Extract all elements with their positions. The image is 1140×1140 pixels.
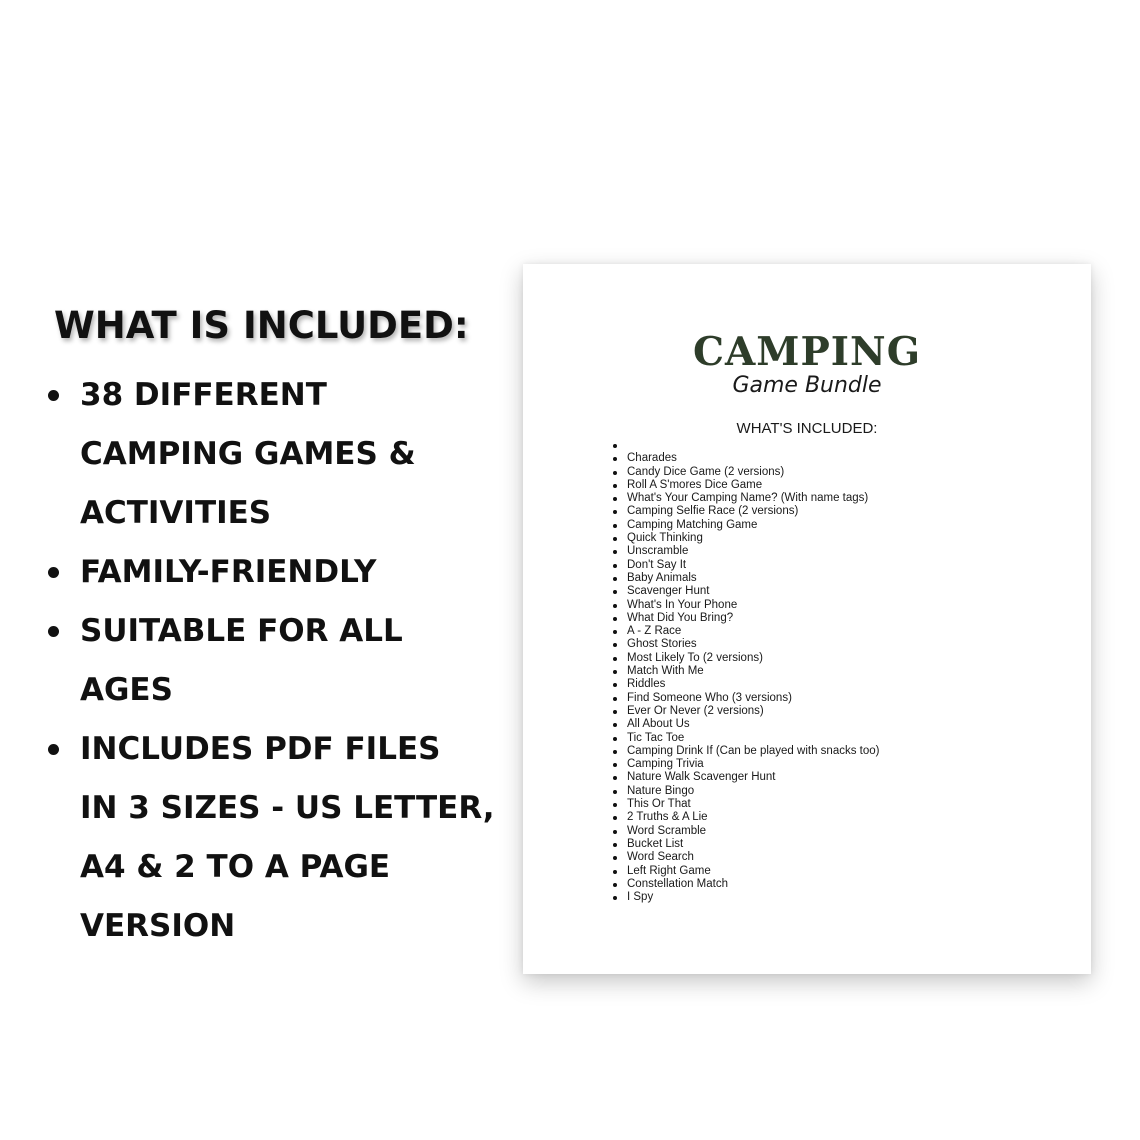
game-list-item	[611, 718, 879, 731]
game-list-item	[611, 865, 879, 878]
bullet-icon	[613, 617, 617, 621]
game-name: Bucket List	[627, 837, 684, 850]
bullet-icon	[613, 763, 617, 767]
feature-item	[40, 543, 510, 602]
game-name: Tic Tac Toe	[627, 731, 685, 744]
bullet-icon	[613, 484, 617, 488]
game-list-item	[611, 599, 879, 612]
printable-page	[523, 264, 1091, 974]
game-name: Candy Dice Game (2 versions)	[627, 465, 785, 478]
game-list-item	[611, 851, 879, 864]
game-name: Charades	[627, 452, 677, 465]
bullet-icon	[613, 497, 617, 501]
game-list-item	[611, 705, 879, 718]
game-list-item	[611, 825, 879, 838]
game-list-item	[611, 878, 879, 891]
game-name: Most Likely To (2 versions)	[627, 651, 763, 664]
game-list-item	[611, 625, 879, 638]
bullet-icon	[613, 550, 617, 554]
bullet-icon	[613, 524, 617, 528]
game-name: Roll A S'mores Dice Game	[627, 478, 763, 491]
bullet-icon	[48, 390, 59, 401]
game-name: All About Us	[627, 718, 690, 731]
game-name: Camping Selfie Race (2 versions)	[627, 505, 799, 518]
bullet-icon	[613, 830, 617, 834]
game-list-item	[611, 452, 879, 465]
left-heading: WHAT IS INCLUDED:	[54, 304, 469, 347]
game-list-item	[611, 838, 879, 851]
included-heading: WHAT'S INCLUDED:	[736, 420, 878, 437]
game-name: Don't Say It	[627, 558, 687, 571]
game-list-item	[611, 758, 879, 771]
bullet-icon	[613, 537, 617, 541]
feature-item-line: ACTIVITIES	[80, 495, 272, 531]
bullet-icon	[613, 883, 617, 887]
bullet-icon	[613, 471, 617, 475]
game-list-item	[611, 439, 879, 452]
feature-item	[40, 602, 510, 720]
bullet-icon	[613, 590, 617, 594]
game-name: Camping Matching Game	[627, 518, 758, 531]
game-name: I Spy	[627, 891, 654, 904]
game-list-item	[611, 505, 879, 518]
game-name: Nature Walk Scavenger Hunt	[627, 771, 776, 784]
page-title: CAMPING	[693, 329, 921, 375]
feature-item-line: INCLUDES PDF FILES	[80, 731, 441, 767]
feature-item-line: VERSION	[80, 908, 236, 944]
bullet-icon	[613, 870, 617, 874]
game-name: A - Z Race	[627, 625, 682, 638]
game-name: What's Your Camping Name? (With name tags)	[627, 492, 869, 505]
bullet-icon	[613, 803, 617, 807]
game-list-item	[611, 732, 879, 745]
game-list-item	[611, 545, 879, 558]
bullet-icon	[613, 816, 617, 820]
feature-item-line: 38 DIFFERENT	[80, 377, 327, 413]
feature-item-line: IN 3 SIZES - US LETTER,	[80, 790, 495, 826]
game-name: Riddles	[627, 678, 666, 691]
feature-item	[40, 366, 510, 543]
feature-item-line: A4 & 2 TO A PAGE	[80, 849, 391, 885]
bullet-icon	[48, 567, 59, 578]
bullet-icon	[613, 457, 617, 461]
bullet-icon	[613, 856, 617, 860]
game-list-item	[611, 638, 879, 651]
bullet-icon	[613, 510, 617, 514]
bullet-icon	[48, 744, 59, 755]
game-name: Unscramble	[627, 545, 689, 558]
bullet-icon	[613, 604, 617, 608]
game-name: Nature Bingo	[627, 784, 695, 797]
bullet-icon	[613, 776, 617, 780]
game-list-item	[611, 798, 879, 811]
bullet-icon	[613, 683, 617, 687]
bullet-icon	[613, 630, 617, 634]
game-name: What's In Your Phone	[627, 598, 738, 611]
game-name: Scavenger Hunt	[627, 585, 710, 598]
game-name: Constellation Match	[627, 877, 728, 890]
features-list	[40, 366, 510, 956]
feature-item	[40, 720, 510, 956]
bullet-icon	[613, 723, 617, 727]
bullet-icon	[613, 444, 617, 448]
bullet-icon	[613, 710, 617, 714]
game-list-item	[611, 466, 879, 479]
game-list-item	[611, 479, 879, 492]
game-name: Find Someone Who (3 versions)	[627, 691, 792, 704]
game-list-item	[611, 572, 879, 585]
feature-item-line: SUITABLE FOR ALL	[80, 613, 403, 649]
game-list-item	[611, 612, 879, 625]
bullet-icon	[613, 750, 617, 754]
game-name: Ghost Stories	[627, 638, 697, 651]
game-list-item	[611, 652, 879, 665]
game-list-item	[611, 745, 879, 758]
game-list-item	[611, 532, 879, 545]
game-list-item	[611, 692, 879, 705]
game-list-item	[611, 785, 879, 798]
bullet-icon	[613, 896, 617, 900]
game-name: Baby Animals	[627, 571, 697, 584]
game-name: Word Scramble	[627, 824, 707, 837]
game-name: Camping Trivia	[627, 758, 704, 771]
game-list-item	[611, 771, 879, 784]
game-name: Word Search	[627, 851, 694, 864]
game-list-item	[611, 665, 879, 678]
bullet-icon	[613, 697, 617, 701]
game-list-item	[611, 519, 879, 532]
bullet-icon	[613, 577, 617, 581]
game-list-item	[611, 585, 879, 598]
feature-item-line: AGES	[80, 672, 173, 708]
game-name: This Or That	[627, 798, 691, 811]
feature-item-line: FAMILY-FRIENDLY	[80, 554, 377, 590]
game-name: Match With Me	[627, 665, 704, 678]
game-name: Ever Or Never (2 versions)	[627, 704, 764, 717]
feature-item-line: CAMPING GAMES &	[80, 436, 416, 472]
bullet-icon	[613, 564, 617, 568]
left-panel	[0, 0, 520, 1140]
game-name: 2 Truths & A Lie	[627, 811, 708, 824]
game-list-item	[611, 559, 879, 572]
game-name: Quick Thinking	[627, 532, 703, 545]
bullet-icon	[613, 843, 617, 847]
game-name: Camping Drink If (Can be played with snacks too)	[627, 744, 880, 757]
bullet-icon	[613, 670, 617, 674]
page-subtitle: Game Bundle	[732, 373, 882, 398]
game-list-item	[611, 678, 879, 691]
game-name: Left Right Game	[627, 864, 711, 877]
games-list	[611, 439, 879, 904]
game-list-item	[611, 811, 879, 824]
bullet-icon	[613, 643, 617, 647]
bullet-icon	[48, 626, 59, 637]
bullet-icon	[613, 737, 617, 741]
bullet-icon	[613, 657, 617, 661]
game-name: What Did You Bring?	[627, 611, 734, 624]
game-list-item	[611, 492, 879, 505]
bullet-icon	[613, 790, 617, 794]
game-list-item	[611, 891, 879, 904]
